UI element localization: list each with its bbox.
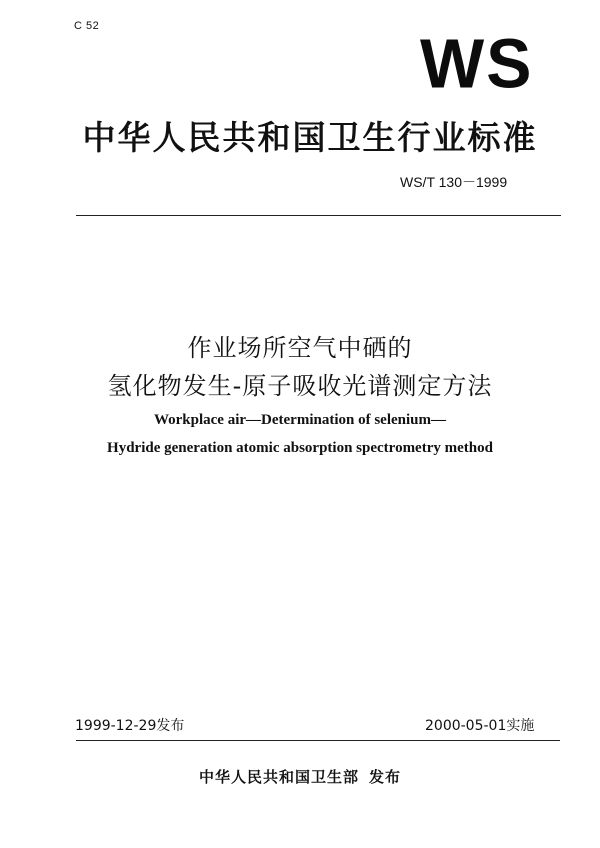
publisher-name: 中华人民共和国卫生部 <box>198 768 359 786</box>
ws-logo: WS <box>420 25 534 103</box>
chinese-title-line-1: 作业场所空气中硒的 <box>187 334 413 362</box>
footer-divider <box>76 740 560 741</box>
english-title-line-1: Workplace air—Determination of selenium— <box>153 412 447 428</box>
implementation-date: 2000-05-01实施 <box>425 718 535 734</box>
issue-date: 1999-12-29发布 <box>75 718 185 734</box>
classification-code: C 52 <box>74 20 100 32</box>
header-divider <box>76 215 561 216</box>
standard-number: WS/T 130－1999 <box>400 174 508 190</box>
standard-category-title: 中华人民共和国卫生行业标准 <box>82 118 538 157</box>
publisher-action: 发布 <box>369 768 402 786</box>
english-title-line-2: Hydride generation atomic absorption spectrometry method <box>107 440 493 456</box>
chinese-title-line-2: 氢化物发生-原子吸收光谱测定方法 <box>107 372 493 400</box>
publisher-line <box>180 766 420 787</box>
